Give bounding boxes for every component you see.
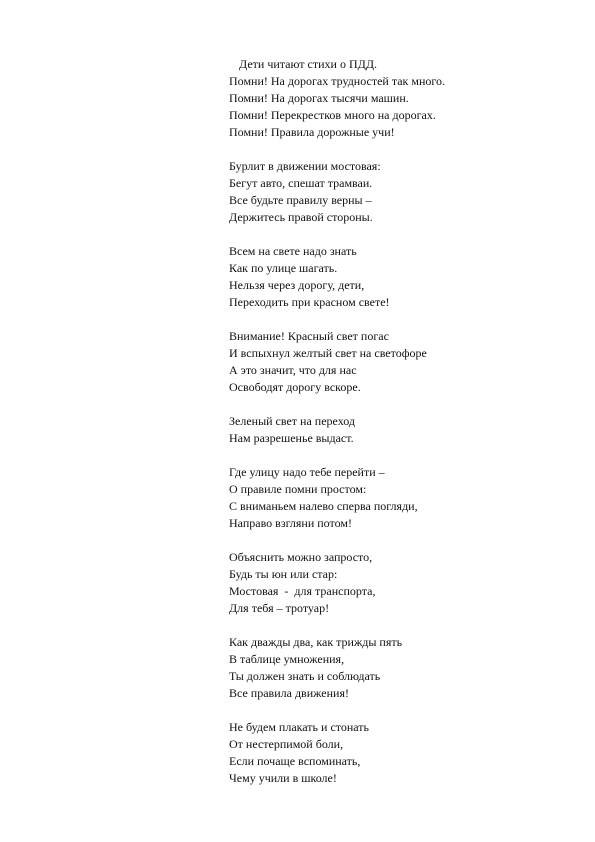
poem-line: Держитесь правой стороны. (229, 210, 373, 224)
poem-line: Не будем плакать и стонать (229, 720, 370, 734)
poem-line: А это значит, что для нас (229, 363, 357, 377)
poem-line: Будь ты юн или стар: (229, 567, 338, 581)
poem-line: Зеленый свет на переход (229, 414, 356, 428)
poem-line: Бурлит в движении мостовая: (229, 159, 381, 173)
poem-line: Ты должен знать и соблюдать (229, 669, 381, 683)
poem-line: Нам разрешенье выдаст. (229, 431, 354, 445)
stanza (229, 413, 579, 447)
poem-line: Освободят дорогу вскоре. (229, 380, 361, 394)
poem-line: Если почаще вспоминать, (229, 754, 361, 768)
poem-line: Помни! Правила дорожные учи! (229, 125, 395, 139)
poem-line: И вспыхнул желтый свет на светофоре (229, 346, 427, 360)
poem-line: Все будьте правилу верны – (229, 193, 372, 207)
stanza (229, 634, 579, 702)
stanza (229, 464, 579, 532)
poem-line: Как по улице шагать. (229, 261, 338, 275)
poem-text (229, 56, 579, 787)
poem-line: Направо взгляни потом! (229, 516, 352, 530)
stanza (229, 73, 579, 141)
poem-line: Все правила движения! (229, 686, 349, 700)
poem-line: Помни! На дорогах тысячи машин. (229, 91, 409, 105)
poem-line: Объяснить можно запросто, (229, 550, 373, 564)
poem-line: Как дважды два, как трижды пять (229, 635, 403, 649)
poem-line: Всем на свете надо знать (229, 244, 357, 258)
poem-line: От нестерпимой боли, (229, 737, 344, 751)
stanza (229, 328, 579, 396)
poem-line: Помни! На дорогах трудностей так много. (229, 74, 446, 88)
stanza (229, 158, 579, 226)
poem-title: Дети читают стихи о ПДД. (239, 57, 377, 71)
poem-line: Мостовая - для транспорта, (229, 584, 376, 598)
poem-line: В таблице умножения, (229, 652, 345, 666)
poem-line: С вниманьем налево сперва погляди, (229, 499, 418, 513)
poem-line: Переходить при красном свете! (229, 295, 390, 309)
stanza (229, 549, 579, 617)
poem-line: Где улицу надо тебе перейти – (229, 465, 385, 479)
poem-line: Нельзя через дорогу, дети, (229, 278, 365, 292)
poem-line: Внимание! Красный свет погас (229, 329, 389, 343)
stanza (229, 243, 579, 311)
poem-line: Бегут авто, спешат трамваи. (229, 176, 373, 190)
stanza (229, 719, 579, 787)
poem-line: Для тебя – тротуар! (229, 601, 330, 615)
poem-line: Чему учили в школе! (229, 771, 337, 785)
poem-line: Помни! Перекрестков много на дорогах. (229, 108, 436, 122)
poem-line: О правиле помни простом: (229, 482, 367, 496)
